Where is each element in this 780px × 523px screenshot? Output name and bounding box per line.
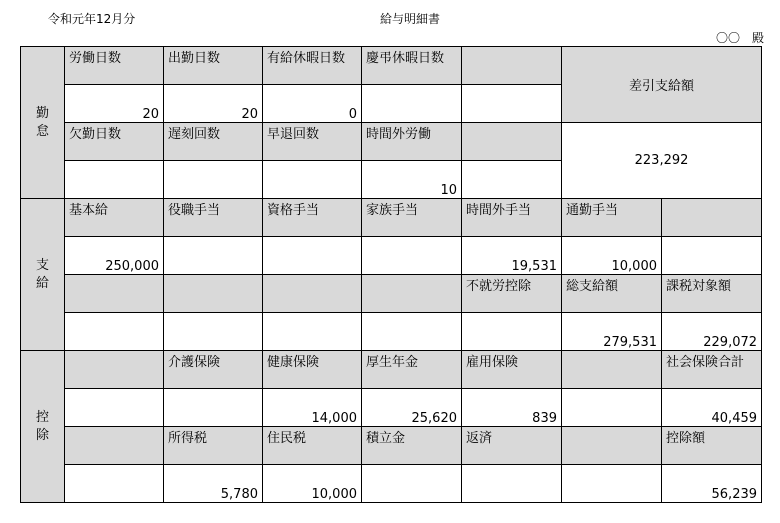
deduction-label: 介護保険 [164,351,263,389]
payment-value: 279,531 [562,313,662,351]
attendance-label: 慶弔休暇日数 [362,47,462,85]
payment-value: 250,000 [65,237,164,275]
attendance-value [362,85,462,123]
attendance-label: 欠勤日数 [65,123,164,161]
payment-label: 役職手当 [164,199,263,237]
payment-value [662,237,762,275]
attendance-value [263,161,362,199]
attendance-value [65,161,164,199]
payment-label: 課税対象額 [662,275,762,313]
deduction-label: 積立金 [362,427,462,465]
pay-period: 令和元年12月分 [48,12,136,26]
deduction-label: 雇用保険 [462,351,562,389]
payment-value: 10,000 [562,237,662,275]
payment-value [164,237,263,275]
deduction-value [562,389,662,427]
payment-label [263,275,362,313]
deduction-label [562,427,662,465]
deduction-label: 控除額 [662,427,762,465]
payment-label: 総支給額 [562,275,662,313]
payment-value: 19,531 [462,237,562,275]
attendance-value: 20 [65,85,164,123]
payment-value [263,237,362,275]
attendance-value [462,85,562,123]
deduction-value [462,465,562,503]
section-attendance: 勤 怠 [21,47,65,199]
deduction-label [65,351,164,389]
attendance-label: 遅刻回数 [164,123,263,161]
deduction-value [562,465,662,503]
deduction-value [362,465,462,503]
deduction-value: 56,239 [662,465,762,503]
section-payment: 支 給 [21,199,65,351]
section-deduction: 控 除 [21,351,65,503]
attendance-value: 10 [362,161,462,199]
payment-value [263,313,362,351]
attendance-label [462,123,562,161]
net-pay-value: 223,292 [562,123,762,199]
deduction-value: 10,000 [263,465,362,503]
payment-label [662,199,762,237]
recipient-name: 〇〇 殿 [715,31,764,45]
deduction-label [562,351,662,389]
deduction-label: 厚生年金 [362,351,462,389]
payment-label: 基本給 [65,199,164,237]
payment-label [164,275,263,313]
payment-label: 通勤手当 [562,199,662,237]
attendance-value: 0 [263,85,362,123]
payment-label: 時間外手当 [462,199,562,237]
deduction-value [164,389,263,427]
payment-value [164,313,263,351]
payment-value [362,313,462,351]
payment-value [65,313,164,351]
deduction-value: 839 [462,389,562,427]
deduction-label: 返済 [462,427,562,465]
payment-value: 229,072 [662,313,762,351]
deduction-value [65,465,164,503]
payment-label: 不就労控除 [462,275,562,313]
attendance-label: 労働日数 [65,47,164,85]
deduction-value: 14,000 [263,389,362,427]
attendance-value [462,161,562,199]
payment-label: 資格手当 [263,199,362,237]
deduction-label: 社会保険合計 [662,351,762,389]
attendance-value [164,161,263,199]
deduction-value [65,389,164,427]
attendance-value: 20 [164,85,263,123]
deduction-label: 健康保険 [263,351,362,389]
deduction-value: 40,459 [662,389,762,427]
attendance-label: 時間外労働 [362,123,462,161]
deduction-label: 住民税 [263,427,362,465]
deduction-label [65,427,164,465]
attendance-label: 有給休暇日数 [263,47,362,85]
payment-label: 家族手当 [362,199,462,237]
deduction-value: 5,780 [164,465,263,503]
payslip-table [20,46,762,503]
document-title: 給与明細書 [380,12,441,26]
payment-value [462,313,562,351]
deduction-label: 所得税 [164,427,263,465]
attendance-label [462,47,562,85]
attendance-label: 早退回数 [263,123,362,161]
deduction-value: 25,620 [362,389,462,427]
payment-label [65,275,164,313]
payment-label [362,275,462,313]
attendance-label: 出勤日数 [164,47,263,85]
payment-value [362,237,462,275]
net-pay-label: 差引支給額 [562,47,762,123]
